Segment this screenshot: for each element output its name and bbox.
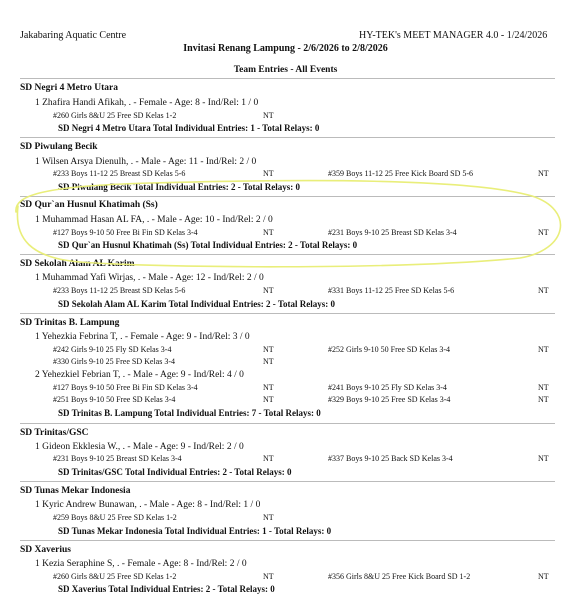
seed-time: NT [263,454,274,463]
swimmer-line: 1 Kezia Seraphine S, . - Female - Age: 8 - Ind/Rel: 2 / 0 [35,559,247,569]
team-name: SD Xaverius [20,545,71,555]
seed-time: NT [263,357,274,366]
header-divider [20,78,555,79]
seed-time: NT [263,572,274,581]
team-divider [20,254,555,255]
team-name: SD Trinitas B. Lampung [20,318,120,328]
software-version: HY-TEK's MEET MANAGER 4.0 - 1/24/2026 [359,30,548,41]
seed-time: NT [538,286,549,295]
team-name: SD Tunas Mekar Indonesia [20,486,131,496]
seed-time: NT [263,286,274,295]
seed-time: NT [263,395,274,404]
team-name: SD Trinitas/GSC [20,428,89,438]
swimmer-line: 1 Wilsen Arsya Dienulh, . - Male - Age: 11 - Ind/Rel: 2 / 0 [35,157,257,167]
venue-name: Jakabaring Aquatic Centre [20,30,127,41]
team-summary: SD Trinitas/GSC Total Individual Entries: 2 - Total Relays: 0 [58,467,292,477]
event-entry: #259 Boys 8&U 25 Free SD Kelas 1-2 [53,513,177,522]
event-entry: #337 Boys 9-10 25 Back SD Kelas 3-4 [328,454,453,463]
team-summary: SD Sekolah Alam AL Karim Total Individual Entries: 2 - Total Relays: 0 [58,299,336,309]
seed-time: NT [538,228,549,237]
team-summary: SD Trinitas B. Lampung Total Individual Entries: 7 - Total Relays: 0 [58,408,321,418]
team-name: SD Qur`an Husnul Khatimah (Ss) [20,200,158,210]
event-entry: #252 Girls 9-10 50 Free SD Kelas 3-4 [328,345,450,354]
seed-time: NT [538,572,549,581]
seed-time: NT [263,345,274,354]
swimmer-line: 1 Kyric Andrew Bunawan, . - Male - Age: 8 - Ind/Rel: 1 / 0 [35,500,261,510]
report-title: Team Entries - All Events [233,65,338,75]
event-entry: #231 Boys 9-10 25 Breast SD Kelas 3-4 [53,454,182,463]
team-divider [20,137,555,138]
event-entry: #241 Boys 9-10 25 Fly SD Kelas 3-4 [328,383,447,392]
event-entry: #127 Boys 9-10 50 Free Bi Fin SD Kelas 3-4 [53,228,198,237]
team-summary: SD Qur`an Husnul Khatimah (Ss) Total Individual Entries: 2 - Total Relays: 0 [58,240,358,250]
swimmer-line: 2 Yehezkiel Febrian T, . - Male - Age: 9 - Ind/Rel: 4 / 0 [35,370,244,380]
swimmer-line: 1 Yehezkia Febrina T, . - Female - Age: 9 - Ind/Rel: 3 / 0 [35,332,250,342]
seed-time: NT [263,228,274,237]
team-divider [20,196,555,197]
swimmer-line: 1 Muhammad Hasan AL FA, . - Male - Age: 10 - Ind/Rel: 2 / 0 [35,215,273,225]
team-divider [20,540,555,541]
team-summary: SD Xaverius Total Individual Entries: 2 - Total Relays: 0 [58,584,275,594]
seed-time: NT [538,383,549,392]
event-entry: #233 Boys 11-12 25 Breast SD Kelas 5-6 [53,286,186,295]
event-entry: #356 Girls 8&U 25 Free Kick Board SD 1-2 [328,572,471,581]
event-entry: #231 Boys 9-10 25 Breast SD Kelas 3-4 [328,228,457,237]
event-entry: #260 Girls 8&U 25 Free SD Kelas 1-2 [53,111,177,120]
seed-time: NT [263,513,274,522]
team-divider [20,313,555,314]
event-entry: #330 Girls 9-10 25 Free SD Kelas 3-4 [53,357,175,366]
event-entry: #242 Girls 9-10 25 Fly SD Kelas 3-4 [53,345,172,354]
team-name: SD Negri 4 Metro Utara [20,83,118,93]
event-entry: #260 Girls 8&U 25 Free SD Kelas 1-2 [53,572,177,581]
event-entry: #233 Boys 11-12 25 Breast SD Kelas 5-6 [53,169,186,178]
seed-time: NT [538,169,549,178]
team-name: SD Sekolah Alam AL Karim [20,259,135,269]
seed-time: NT [263,383,274,392]
event-entry: #329 Boys 9-10 25 Free SD Kelas 3-4 [328,395,451,404]
seed-time: NT [263,169,274,178]
event-entry: #331 Boys 11-12 25 Free SD Kelas 5-6 [328,286,455,295]
event-entry: #359 Boys 11-12 25 Free Kick Board SD 5-6 [328,169,474,178]
team-summary: SD Tunas Mekar Indonesia Total Individual Entries: 1 - Total Relays: 0 [58,526,332,536]
swimmer-line: 1 Muhammad Yafi Wirjas, . - Male - Age: 12 - Ind/Rel: 2 / 0 [35,273,264,283]
team-name: SD Piwulang Becik [20,142,98,152]
team-divider [20,423,555,424]
event-entry: #127 Boys 9-10 50 Free Bi Fin SD Kelas 3-4 [53,383,198,392]
seed-time: NT [263,111,274,120]
swimmer-line: 1 Zhafira Handi Afikah, . - Female - Age: 8 - Ind/Rel: 1 / 0 [35,98,259,108]
seed-time: NT [538,395,549,404]
seed-time: NT [538,454,549,463]
event-entry: #251 Boys 9-10 50 Free SD Kelas 3-4 [53,395,176,404]
swimmer-line: 1 Gideon Ekklesia W., . - Male - Age: 9 - Ind/Rel: 2 / 0 [35,442,244,452]
team-summary: SD Piwulang Becik Total Individual Entries: 2 - Total Relays: 0 [58,182,301,192]
meet-title: Invitasi Renang Lampung - 2/6/2026 to 2/8/2026 [183,43,388,54]
seed-time: NT [538,345,549,354]
team-divider [20,481,555,482]
team-summary: SD Negri 4 Metro Utara Total Individual Entries: 1 - Total Relays: 0 [58,123,320,133]
